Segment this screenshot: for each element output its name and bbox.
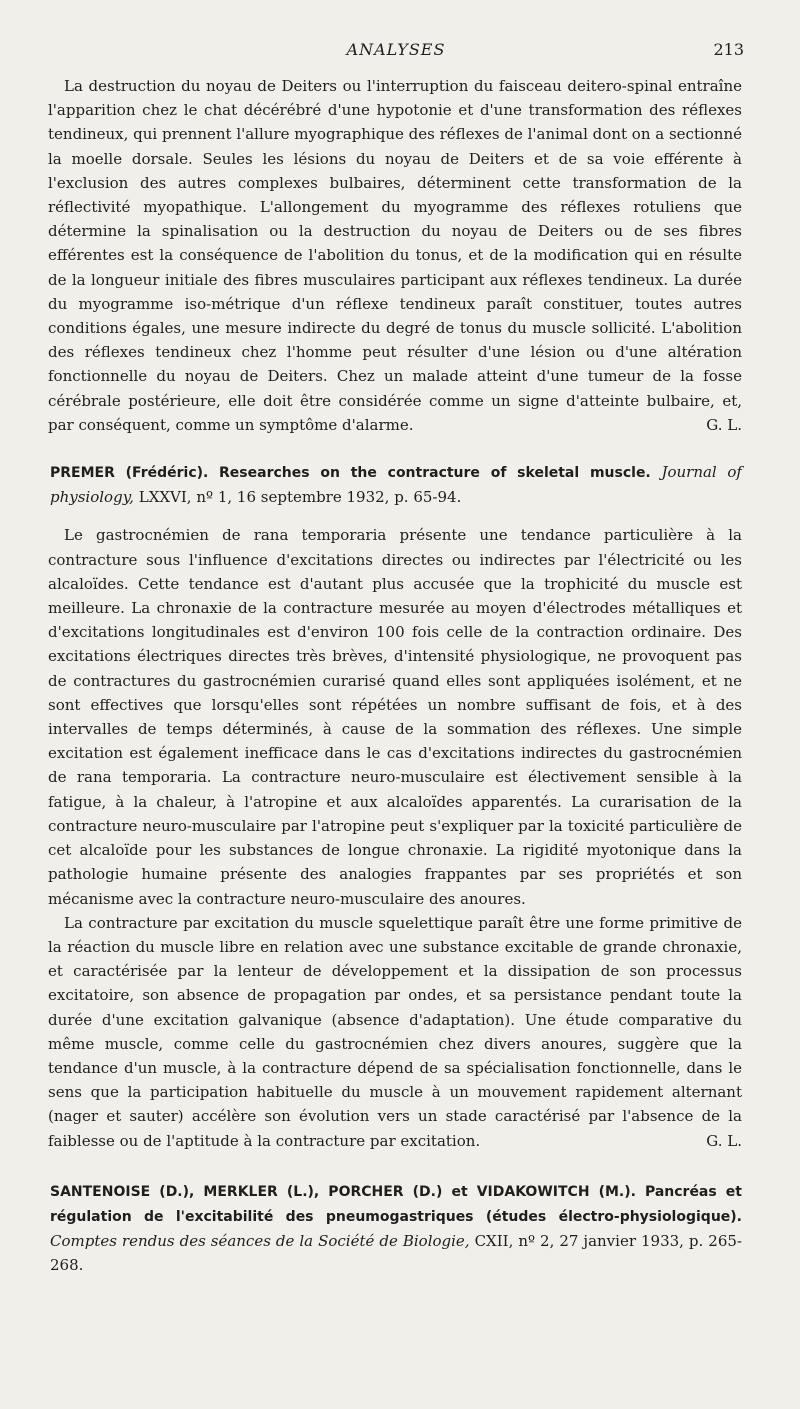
page-number: 213 [713, 40, 744, 59]
running-title: ANALYSES [346, 40, 446, 59]
analysis-text: La contracture par excitation du muscle squelettique paraît être une forme primitive de la réaction du muscle libre en relation avec une substance excitable de grande chronaxie, et caractérisée par la lenteur de développement et la dissipation de son processus excitatoire, son absence de propagation par ondes, et sa persistance pendant toute la durée d'une excitation galvanique (absence d'adaptation). Une étude comparative du même muscle, comme celle du gastrocnémien chez divers anoures, suggère que la tendance d'un muscle, à la contracture dépend de sa spécialisation fonctionnelle, dans le sens que la participation habituelle du muscle à un mouvement rapidement alternant (nager et sauter) accélère son évolution vers un stade caractérisé par l'absence de la faiblesse ou de l'aptitude à la contracture par excitation. [48, 913, 742, 1150]
reference-title: Researches on the contracture of skeletal muscle. [219, 465, 651, 482]
reference-journal: Journal of physiology, [50, 463, 742, 507]
reference-authors: SANTENOISE (D.), MERKLER (L.), PORCHER (D.) et VIDAKOWITCH (M.). [50, 1183, 636, 1200]
bibliographic-reference [48, 460, 742, 509]
analysis-paragraph [48, 523, 742, 910]
reference-journal: Comptes rendus des séances de la Société de Biologie, [50, 1232, 470, 1251]
reference-details: LXXVI, nº 1, 16 septembre 1932, p. 65-94. [138, 488, 462, 507]
page-body [48, 74, 742, 1292]
reference-title: Pancréas et régulation de l'excitabilité des pneumogastriques (études électro-physiologique). [50, 1183, 742, 1225]
reference-details: CXII, nº 2, 27 janvier 1933, p. 265-268. [50, 1232, 742, 1275]
page-header [48, 40, 744, 66]
signature: G. L. [706, 415, 742, 434]
bibliographic-reference [48, 1179, 742, 1278]
reference-author: PREMER (Frédéric). [50, 465, 209, 482]
signature: G. L. [706, 1131, 742, 1150]
analysis-text: Le gastrocnémien de rana temporaria présente une tendance particulière à la contracture sous l'influence d'excitations directes ou indirectes par l'électricité ou les alcaloïdes. Cette tendance est d'autant plus accusée que la trophicité du muscle est meilleure. La chronaxie de la contracture mesurée au moyen d'électrodes métalliques et d'excitations longitudinales est d'environ 100 fois celle de la contraction ordinaire. Des excitations électriques directes très brèves, d'intensité physiologique, ne provoquent pas de contractures du gastrocnémien curarisé quand elles sont appliquées isolément, et ne sont effectives que lorsqu'elles sont répétées un nombre suffisant de fois, et à des intervalles de temps déterminés, à cause de la sommation des réflexes. Une simple excitation est également inefficace dans le cas d'excitations indirectes du gastrocnémien de rana temporaria. La contracture neuro-musculaire est électivement sensible à la fatigue, à la chaleur, à l'atropine et aux alcaloïdes apparentés. La curarisation de la contracture neuro-musculaire par l'atropine peut s'expliquer par la toxicité particulière de cet alcaloïde pour les substances de longue chronaxie. La rigidité myotonique dans la pathologie humaine présente des analogies frappantes par ses propriétés et son mécanisme avec la contracture neuro-musculaire des anoures. [48, 526, 742, 908]
analysis-paragraph [48, 911, 742, 1153]
analysis-paragraph [48, 74, 742, 437]
analysis-text: La destruction du noyau de Deiters ou l'interruption du faisceau deitero-spinal entraîne l'apparition chez le chat décérébré d'une hypotonie et d'une transformation des réflexes tendineux, qui prennent l'allure myographique des réflexes de l'animal dont on a sectionné la moelle dorsale. Seules les lésions du noyau de Deiters et de sa voie efférente à l'exclusion des autres complexes bulbaires, déterminent cette transformation de la réflectivité myopathique. L'allongement du myogramme des réflexes rotuliens que détermine la spinalisation ou la destruction du noyau de Deiters ou de ses fibres efférentes est la conséquence de l'abolition du tonus, et de la modification qui en résulte de la longueur initiale des fibres musculaires participant aux réflexes tendineux. La durée du myogramme iso-métrique d'un réflexe tendineux paraît constituer, toutes autres conditions égales, une mesure indirecte du degré de tonus du muscle sollicité. L'abolition des réflexes tendineux chez l'homme peut résulter d'une lésion ou d'une altération fonctionnelle du noyau de Deiters. Chez un malade atteint d'une tumeur de la fosse cérébrale postérieure, elle doit être considérée comme un signe d'atteinte bulbaire, et, par conséquent, comme un symptôme d'alarme. [48, 77, 742, 434]
